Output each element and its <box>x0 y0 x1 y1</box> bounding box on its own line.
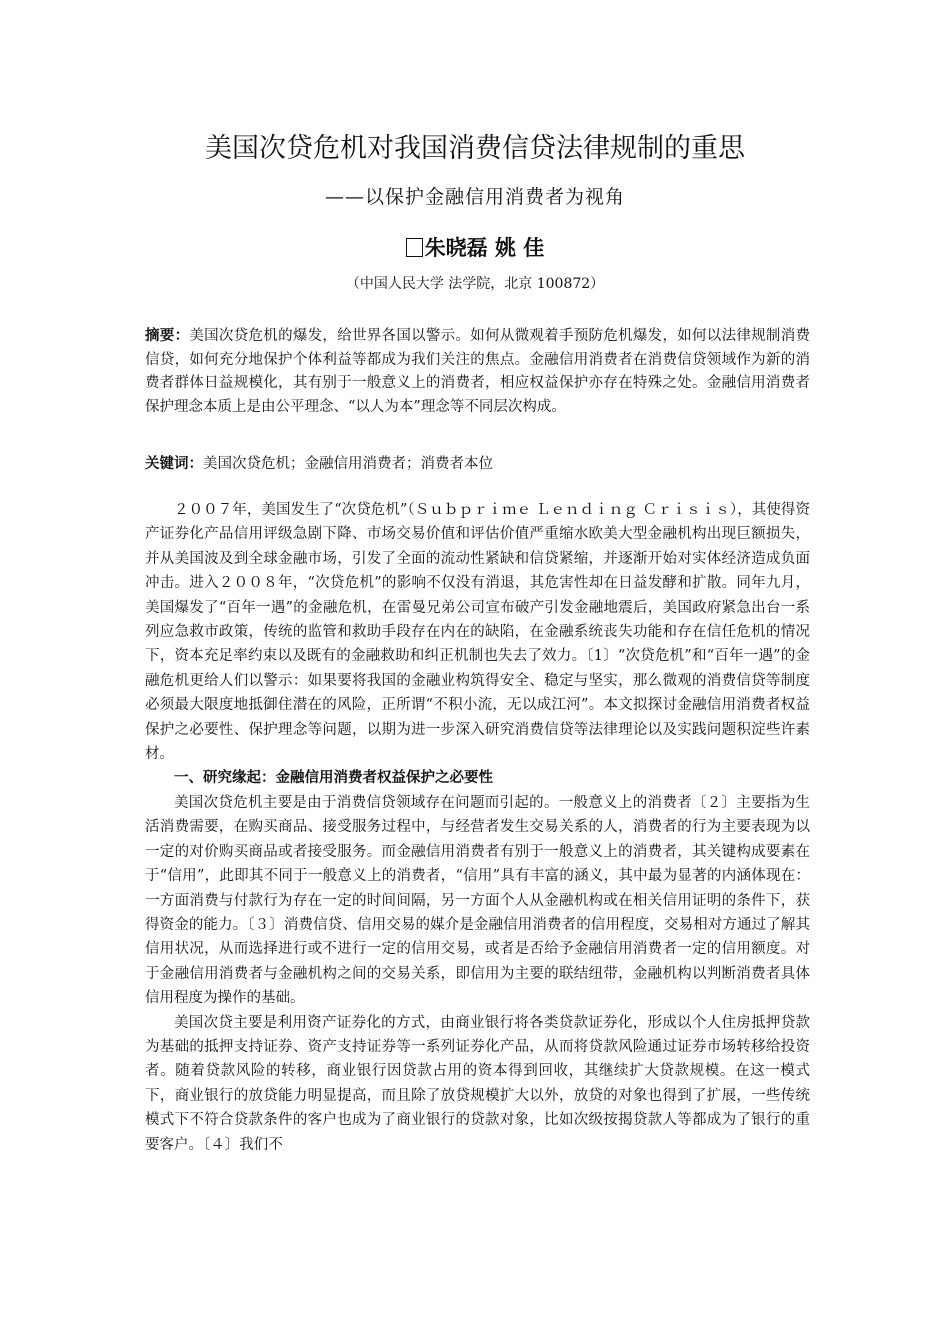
author-line <box>0 234 950 262</box>
paper-subtitle: ——以保护金融信用消费者为视角 <box>324 186 625 208</box>
paragraph: 美国次贷危机主要是由于消费信贷领域存在问题而引起的。一般意义上的消费者〔２〕主要指为生活消费需要，在购买商品、接受服务过程中，与经营者发生交易关系的人，消费者的行为主要表现为以一定的对价购买商品或者接受服务。而金融信用消费者有别于一般意义上的消费者，其关键构成要素在于“信用”，此即其不同于一般意义上的消费者，“信用”具有丰富的涵义，其中最为显著的内涵体现在：一方面消费与付款行为存在一定的时间间隔，另一方面个人从金融机构或在相关信用证明的条件下，获得资金的能力。〔３〕消费信贷、信用交易的媒介是金融信用消费者的信用程度，交易相对方通过了解其信用状况，从而选择进行或不进行一定的信用交易，或者是否给予金融信用消费者一定的信用额度。对于金融信用消费者与金融机构之间的交易关系，即信用为主要的联结纽带，金融机构以判断消费者具体信用程度为操作的基础。 <box>145 794 810 1007</box>
author-names: 朱晓磊 姚 佳 <box>424 235 545 260</box>
affiliation: （中国人民大学 法学院，北京 100872） <box>345 276 605 292</box>
section-heading: 一、研究缘起：金融信用消费者权益保护之必要性 <box>174 769 493 787</box>
checkbox-square-icon <box>406 238 423 257</box>
abstract <box>145 324 810 419</box>
keywords-label: 关键词： <box>145 455 203 472</box>
paragraph: ２００７年，美国发生了“次贷危机”（Ｓｕｂｐｒｉｍｅ Ｌｅｎｄｉｎｇ Ｃｒｉｓｉｓ），其使得资产证券化产品信用评级急剧下降、市场交易价值和评估价值严重缩水欧美大型金融机构出现巨额损失，并从美国波及到全球金融市场，引发了全面的流动性紧缺和信贷紧缩，并逐渐开始对实体经济造成负面冲击。进入２００８年，“次贷危机”的影响不仅没有消退，其危害性却在日益发酵和扩散。同年九月，美国爆发了“百年一遇”的金融危机，在雷曼兄弟公司宣布破产引发金融地震后，美国政府紧急出台一系列应急救市政策，传统的监管和救助手段存在内在的缺陷，在金融系统丧失功能和存在信任危机的情况下，资本充足率约束以及既有的金融救助和纠正机制也失去了效力。〔1〕“次贷危机”和“百年一遇”的金融危机更给人们以警示：如果要将我国的金融业构筑得安全、稳定与坚实，那么微观的消费信贷等制度必须最大限度地抵御住潜在的风险，正所谓“不积小流，无以成江河”。本文拟探讨金融信用消费者权益保护之必要性、保护理念等问题，以期为进一步深入研究消费信贷等法律理论以及实践问题积淀些许素材。 <box>145 502 810 763</box>
body-text <box>145 498 810 1157</box>
keywords <box>145 452 810 477</box>
abstract-label: 摘要： <box>145 327 190 344</box>
paper-title: 美国次贷危机对我国消费信贷法律规制的重思 <box>205 133 745 164</box>
paragraph: 美国次贷主要是利用资产证券化的方式，由商业银行将各类贷款证券化，形成以个人住房抵押贷款为基础的抵押支持证券、资产支持证券等一系列证券化产品，从而将贷款风险通过证券市场转移给投资者。随着贷款风险的转移，商业银行因贷款占用的资本得到回收，其继续扩大贷款规模。在这一模式下，商业银行的放贷能力明显提高，而且除了放贷规模扩大以外，放贷的对象也得到了扩展，一些传统模式下不符合贷款条件的客户也成为了商业银行的贷款对象，比如次级按揭贷款人等都成为了银行的重要客户。〔４〕我们不 <box>145 1014 810 1153</box>
keywords-text: 美国次贷危机；金融信用消费者；消费者本位 <box>203 456 493 472</box>
abstract-text: 美国次贷危机的爆发，给世界各国以警示。如何从微观着手预防危机爆发，如何以法律规制消费信贷，如何充分地保护个体利益等都成为我们关注的焦点。金融信用消费者在消费信贷领域作为新的消费者群体日益规模化，其有别于一般意义上的消费者，相应权益保护亦存在特殊之处。金融信用消费者保护理念本质上是由公平理念、“以人为本”理念等不同层次构成。 <box>145 328 811 415</box>
